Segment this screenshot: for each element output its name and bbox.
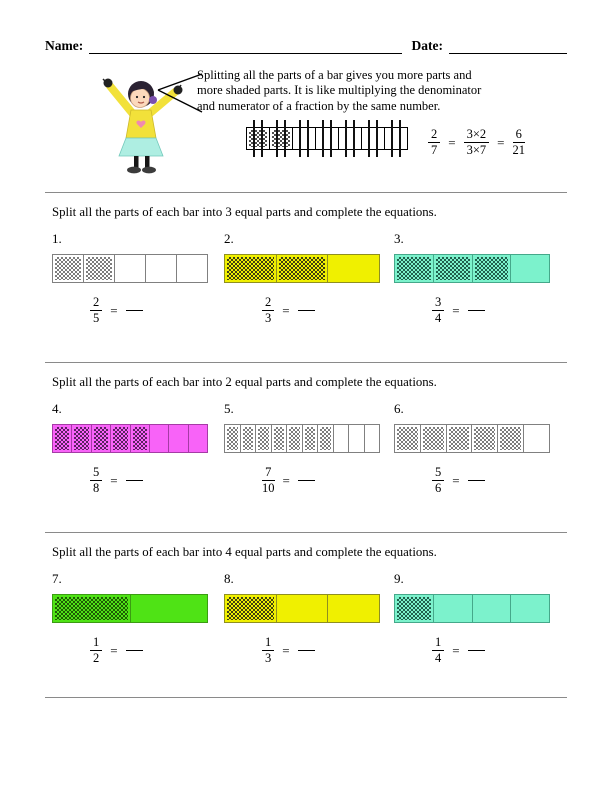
name-blank-line[interactable] bbox=[89, 39, 401, 54]
split-line bbox=[307, 120, 309, 157]
problem-4 bbox=[52, 401, 222, 495]
shaded-pattern bbox=[55, 427, 69, 450]
example-equation bbox=[428, 128, 525, 157]
bar-cell-shaded bbox=[473, 255, 512, 282]
section-divider bbox=[45, 192, 567, 193]
shaded-pattern bbox=[272, 130, 290, 147]
bar-cell-shaded bbox=[303, 425, 319, 452]
fraction-bar bbox=[224, 254, 380, 283]
bar-cell-empty bbox=[328, 255, 379, 282]
shaded-pattern bbox=[397, 257, 431, 280]
equals-sign: = bbox=[110, 302, 118, 318]
problem-8 bbox=[224, 571, 394, 665]
bar-cell-empty bbox=[316, 128, 339, 149]
section-instruction: Split all the parts of each bar into 2 equal parts and complete the equations. bbox=[52, 375, 437, 389]
bar-cell-empty bbox=[511, 595, 549, 622]
given-fraction: $\frac{3}{4}$ bbox=[432, 296, 444, 325]
bar-cell-empty bbox=[511, 255, 549, 282]
bar-cell-empty bbox=[334, 425, 350, 452]
shaded-pattern bbox=[86, 257, 112, 280]
problem-3 bbox=[394, 231, 564, 325]
shaded-pattern bbox=[55, 257, 81, 280]
bar-cell-shaded bbox=[53, 255, 84, 282]
bar-cell-shaded bbox=[72, 425, 91, 452]
shaded-pattern bbox=[475, 257, 509, 280]
bar-cell-shaded bbox=[53, 425, 72, 452]
given-fraction: $\frac{5}{8}$ bbox=[90, 466, 102, 495]
bar-cell-shaded bbox=[270, 128, 293, 149]
shaded-pattern bbox=[279, 257, 326, 280]
bar-cell-empty bbox=[328, 595, 379, 622]
given-fraction: $\frac{2}{3}$ bbox=[262, 296, 274, 325]
answer-blank[interactable] bbox=[298, 650, 315, 651]
problem-6 bbox=[394, 401, 564, 495]
bar-cell-empty bbox=[362, 128, 385, 149]
bar-cell-empty bbox=[349, 425, 365, 452]
section-divider bbox=[45, 532, 567, 533]
split-line bbox=[368, 120, 370, 157]
problem-number: 8. bbox=[224, 571, 234, 586]
answer-blank[interactable] bbox=[298, 480, 315, 481]
split-line bbox=[345, 120, 347, 157]
shaded-pattern bbox=[258, 427, 269, 450]
section-instruction: Split all the parts of each bar into 4 equal parts and complete the equations. bbox=[52, 545, 437, 559]
fraction-equation bbox=[432, 296, 564, 325]
fraction-equation bbox=[262, 296, 394, 325]
given-fraction: $\frac{1}{4}$ bbox=[432, 636, 444, 665]
fraction-bar bbox=[224, 424, 380, 453]
shaded-pattern bbox=[94, 427, 108, 450]
intro-line-3: and numerator of a fraction by the same number. bbox=[197, 98, 441, 113]
shaded-pattern bbox=[449, 427, 470, 450]
split-line bbox=[322, 120, 324, 157]
shaded-pattern bbox=[249, 130, 267, 147]
equals-sign: = bbox=[110, 472, 118, 488]
given-fraction: $\frac{5}{6}$ bbox=[432, 466, 444, 495]
fraction-equation bbox=[90, 636, 222, 665]
bar-cell-shaded bbox=[92, 425, 111, 452]
bar-cell-empty bbox=[277, 595, 329, 622]
shaded-pattern bbox=[227, 427, 238, 450]
section-divider bbox=[45, 697, 567, 698]
shaded-pattern bbox=[55, 597, 128, 620]
shaded-pattern bbox=[305, 427, 316, 450]
equals-sign: = bbox=[452, 642, 460, 658]
answer-blank[interactable] bbox=[468, 650, 485, 651]
date-label: Date: bbox=[411, 38, 443, 53]
intro-line-2: more shaded parts. It is like multiplying the denominator bbox=[197, 83, 482, 98]
bar-cell-empty bbox=[189, 425, 207, 452]
bar-cell-shaded bbox=[395, 425, 421, 452]
problem-9 bbox=[394, 571, 564, 665]
bar-cell-empty bbox=[385, 128, 407, 149]
problem-number: 4. bbox=[52, 401, 62, 416]
bar-cell-empty bbox=[473, 595, 512, 622]
bar-cell-empty bbox=[339, 128, 362, 149]
equals-sign: = bbox=[497, 134, 505, 150]
fraction-equation bbox=[432, 466, 564, 495]
fraction-bar bbox=[394, 254, 550, 283]
bar-cell-shaded bbox=[225, 595, 277, 622]
example-fraction-result: $\frac{6}{21}$ bbox=[512, 127, 525, 158]
shaded-pattern bbox=[113, 427, 127, 450]
bar-cell-shaded bbox=[318, 425, 334, 452]
bar-cell-shaded bbox=[421, 425, 447, 452]
bar-cell-shaded bbox=[225, 255, 277, 282]
shaded-pattern bbox=[227, 257, 274, 280]
answer-blank[interactable] bbox=[468, 480, 485, 481]
answer-blank[interactable] bbox=[298, 310, 315, 311]
bar-cell-shaded bbox=[277, 255, 329, 282]
bar-cell-shaded bbox=[434, 255, 473, 282]
problem-7 bbox=[52, 571, 222, 665]
problem-number: 3. bbox=[394, 231, 404, 246]
shaded-pattern bbox=[74, 427, 88, 450]
fraction-bar bbox=[224, 594, 380, 623]
fraction-equation bbox=[432, 636, 564, 665]
bar-cell-shaded bbox=[447, 425, 473, 452]
fraction-bar bbox=[394, 424, 550, 453]
split-line bbox=[284, 120, 286, 157]
bar-cell-shaded bbox=[111, 425, 130, 452]
fraction-bar bbox=[52, 254, 208, 283]
fraction-equation bbox=[90, 466, 222, 495]
shaded-pattern bbox=[243, 427, 254, 450]
problem-5 bbox=[224, 401, 394, 495]
answer-blank[interactable] bbox=[126, 310, 143, 311]
answer-blank[interactable] bbox=[126, 650, 143, 651]
fraction-bar bbox=[52, 424, 208, 453]
fraction-bar bbox=[394, 594, 550, 623]
bar-cell-empty bbox=[177, 255, 207, 282]
bar-cell-empty bbox=[146, 255, 177, 282]
given-fraction: $\frac{1}{3}$ bbox=[262, 636, 274, 665]
shaded-pattern bbox=[423, 427, 444, 450]
given-fraction: $\frac{7}{10}$ bbox=[262, 465, 275, 496]
bar-cell-shaded bbox=[272, 425, 288, 452]
shaded-pattern bbox=[227, 597, 274, 620]
bar-cell-empty bbox=[365, 425, 380, 452]
bar-cell-empty bbox=[115, 255, 146, 282]
split-line bbox=[253, 120, 255, 157]
fraction-equation bbox=[90, 296, 222, 325]
problem-number: 7. bbox=[52, 571, 62, 586]
equals-sign: = bbox=[452, 302, 460, 318]
answer-blank[interactable] bbox=[468, 310, 485, 311]
bar-cell-shaded bbox=[256, 425, 272, 452]
shaded-pattern bbox=[500, 427, 521, 450]
example-fraction-bar bbox=[246, 127, 408, 150]
bar-cell-shaded bbox=[498, 425, 524, 452]
example-fraction-multiplied: $\frac{3\times 2}{3\times 7}$ bbox=[464, 128, 490, 157]
bar-cell-shaded bbox=[472, 425, 498, 452]
split-line bbox=[261, 120, 263, 157]
problem-2 bbox=[224, 231, 394, 325]
equals-sign: = bbox=[282, 302, 290, 318]
bar-cell-empty bbox=[169, 425, 188, 452]
bar-cell-shaded bbox=[84, 255, 115, 282]
bar-cell-shaded bbox=[241, 425, 257, 452]
date-blank-line[interactable] bbox=[449, 39, 567, 54]
split-line bbox=[353, 120, 355, 157]
bar-cell-shaded bbox=[131, 425, 150, 452]
bar-cell-empty bbox=[293, 128, 316, 149]
fraction-equation bbox=[262, 636, 394, 665]
problem-number: 2. bbox=[224, 231, 234, 246]
shaded-pattern bbox=[289, 427, 300, 450]
fraction-equation bbox=[262, 466, 394, 495]
shaded-pattern bbox=[397, 427, 418, 450]
shaded-pattern bbox=[397, 597, 431, 620]
bar-cell-empty bbox=[524, 425, 549, 452]
shaded-pattern bbox=[436, 257, 470, 280]
equals-sign: = bbox=[452, 472, 460, 488]
problem-number: 5. bbox=[224, 401, 234, 416]
bar-cell-shaded bbox=[395, 255, 434, 282]
problem-number: 6. bbox=[394, 401, 404, 416]
bar-cell-shaded bbox=[395, 595, 434, 622]
intro-text bbox=[197, 68, 557, 114]
shaded-pattern bbox=[320, 427, 331, 450]
fraction-bar bbox=[52, 594, 208, 623]
bar-cell-shaded bbox=[53, 595, 131, 622]
equals-sign: = bbox=[282, 472, 290, 488]
shaded-pattern bbox=[274, 427, 285, 450]
equals-sign: = bbox=[448, 134, 456, 150]
bar-cell-shaded bbox=[247, 128, 270, 149]
bar-cell-empty bbox=[434, 595, 473, 622]
bar-cell-empty bbox=[150, 425, 169, 452]
split-line bbox=[330, 120, 332, 157]
answer-blank[interactable] bbox=[126, 480, 143, 481]
bar-cell-shaded bbox=[287, 425, 303, 452]
problem-number: 9. bbox=[394, 571, 404, 586]
split-line bbox=[376, 120, 378, 157]
example-fraction-original: $\frac{2}{7}$ bbox=[428, 128, 440, 157]
bar-cell-empty bbox=[131, 595, 208, 622]
bar-cell-shaded bbox=[225, 425, 241, 452]
split-line bbox=[391, 120, 393, 157]
given-fraction: $\frac{1}{2}$ bbox=[90, 636, 102, 665]
split-line bbox=[399, 120, 401, 157]
header bbox=[45, 38, 567, 54]
split-line bbox=[299, 120, 301, 157]
section-divider bbox=[45, 362, 567, 363]
shaded-pattern bbox=[133, 427, 147, 450]
intro-line-1: Splitting all the parts of a bar gives you more parts and bbox=[197, 68, 472, 82]
section-instruction: Split all the parts of each bar into 3 equal parts and complete the equations. bbox=[52, 205, 437, 219]
problem-1 bbox=[52, 231, 222, 325]
equals-sign: = bbox=[110, 642, 118, 658]
shaded-pattern bbox=[474, 427, 495, 450]
given-fraction: $\frac{2}{5}$ bbox=[90, 296, 102, 325]
equals-sign: = bbox=[282, 642, 290, 658]
problem-number: 1. bbox=[52, 231, 62, 246]
name-label: Name: bbox=[45, 38, 84, 53]
split-line bbox=[276, 120, 278, 157]
